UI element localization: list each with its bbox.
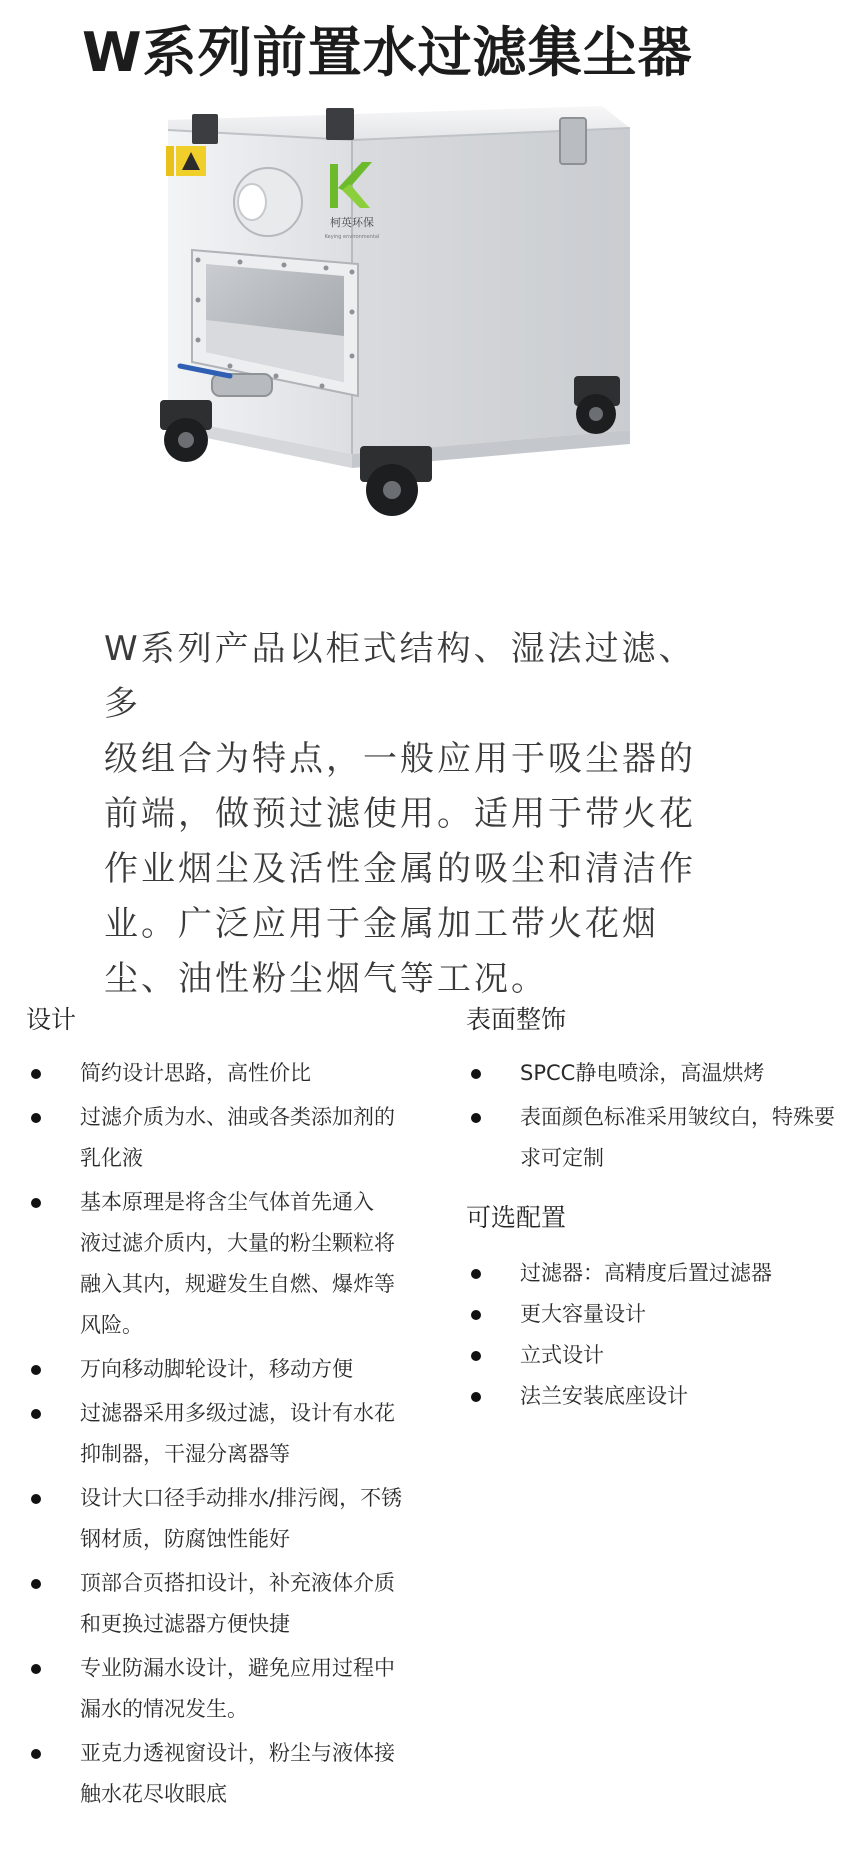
- list-item: [26, 1182, 446, 1346]
- finish-list: [466, 1053, 850, 1182]
- design-list: [26, 1053, 446, 1818]
- list-item-text: 亚克力透视窗设计，粉尘与液体接 触水花尽收眼底: [80, 1741, 395, 1806]
- list-item-text: 简约设计思路，高性价比: [80, 1061, 311, 1085]
- list-item: [26, 1393, 446, 1475]
- list-item: [26, 1349, 446, 1390]
- list-item-text: 设计大口径手动排水/排污阀，不锈 钢材质，防腐蚀性能好: [80, 1486, 403, 1551]
- bullet-icon: [471, 1392, 481, 1402]
- logo-subtext: Keying environmental: [324, 234, 380, 240]
- list-item: [466, 1335, 850, 1376]
- bullet-icon: [31, 1749, 41, 1759]
- list-item-text: 更大容量设计: [520, 1302, 646, 1326]
- bullet-icon: [31, 1069, 41, 1079]
- list-item: [26, 1478, 446, 1560]
- list-item: [26, 1053, 446, 1094]
- options-heading: 可选配置: [466, 1203, 567, 1232]
- list-item-text: 过滤介质为水、油或各类添加剂的 乳化液: [80, 1105, 395, 1170]
- list-item-text: 万向移动脚轮设计，移动方便: [80, 1357, 353, 1381]
- bullet-icon: [471, 1351, 481, 1361]
- bullet-icon: [471, 1310, 481, 1320]
- list-item: [26, 1733, 446, 1815]
- list-item-text: 顶部合页搭扣设计，补充液体介质 和更换过滤器方便快捷: [80, 1571, 395, 1636]
- list-item: [466, 1376, 850, 1417]
- page-title: W系列前置水过滤集尘器: [82, 21, 693, 84]
- list-item-text: 过滤器：高精度后置过滤器: [520, 1261, 772, 1285]
- list-item-text: 专业防漏水设计，避免应用过程中 漏水的情况发生。: [80, 1656, 395, 1721]
- bullet-icon: [31, 1494, 41, 1504]
- finish-heading: 表面整饰: [466, 1005, 567, 1034]
- bullet-icon: [31, 1198, 41, 1208]
- bullet-icon: [471, 1113, 481, 1123]
- list-item-text: 表面颜色标准采用皱纹白，特殊要 求可定制: [520, 1105, 835, 1170]
- logo-text: 柯英环保: [330, 216, 374, 229]
- list-item-text: 过滤器采用多级过滤，设计有水花 抑制器，干湿分离器等: [80, 1401, 395, 1466]
- bullet-icon: [31, 1113, 41, 1123]
- options-list: [466, 1253, 850, 1417]
- bullet-icon: [31, 1365, 41, 1375]
- list-item: [26, 1648, 446, 1730]
- list-item-text: 法兰安装底座设计: [520, 1384, 688, 1408]
- list-item: [466, 1053, 850, 1094]
- list-item-text: SPCC静电喷涂，高温烘烤: [520, 1061, 765, 1085]
- caster-wheel: [160, 400, 212, 462]
- list-item-text: 立式设计: [520, 1343, 604, 1367]
- list-item: [26, 1563, 446, 1645]
- hinge-icon: [326, 108, 354, 140]
- bullet-icon: [31, 1664, 41, 1674]
- inlet-pipe: [238, 184, 266, 220]
- product-image: [0, 100, 850, 610]
- intro-paragraph: W系列产品以柜式结构、湿法过滤、多 级组合为特点，一般应用于吸尘器的 前端，做预过滤使用。适用于带火花 作业烟尘及活性金属的吸尘和清洁作 业。广泛应用于金属加工带火花烟 尘、油性粉尘烟气等工况。: [104, 629, 696, 999]
- list-item: [466, 1253, 850, 1294]
- drain-valve: [212, 374, 272, 396]
- bullet-icon: [471, 1069, 481, 1079]
- list-item: [466, 1097, 850, 1179]
- bullet-icon: [31, 1579, 41, 1589]
- list-item-text: 基本原理是将含尘气体首先通入 液过滤介质内，大量的粉尘颗粒将 融入其内，规避发生自燃、爆炸等 风险。: [80, 1190, 395, 1337]
- list-item: [26, 1097, 446, 1179]
- bullet-icon: [471, 1269, 481, 1279]
- caster-wheel: [360, 446, 432, 516]
- hinge-icon: [192, 114, 218, 144]
- list-item: [466, 1294, 850, 1335]
- bullet-icon: [31, 1409, 41, 1419]
- design-heading: 设计: [26, 1005, 77, 1034]
- latch-icon: [560, 118, 586, 164]
